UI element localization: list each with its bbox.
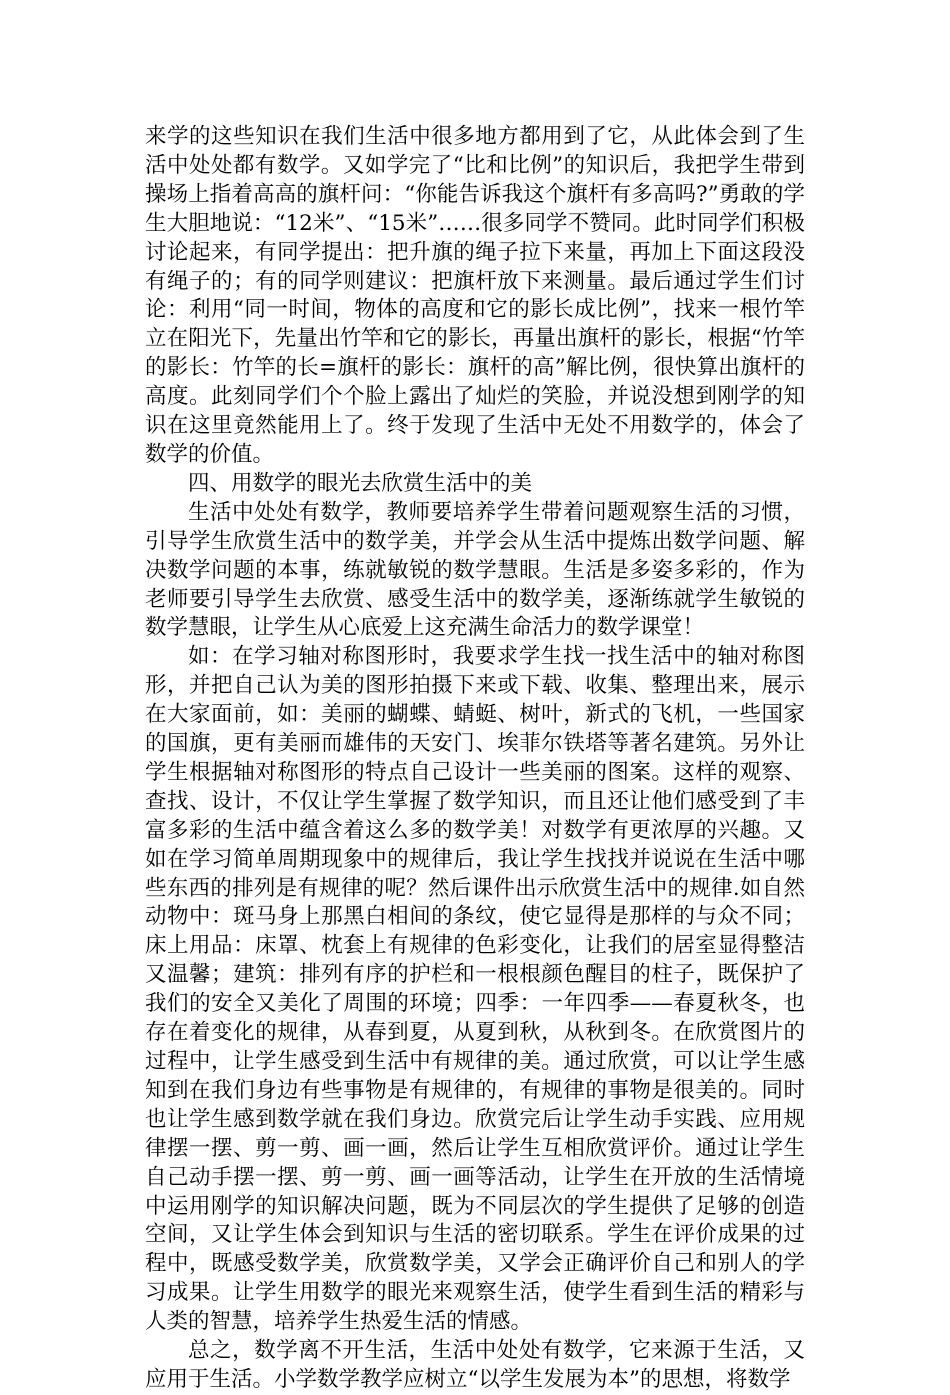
body-paragraph-summary: 总之，数学离不开生活，生活中处处有数学，它来源于生活，又应用于生活。小学数学教学应树立“以学生发展为本”的思想，将数学 [145, 1338, 805, 1392]
document-page [145, 123, 805, 1395]
body-paragraph-continuation: 来学的这些知识在我们生活中很多地方都用到了它，从此体会到了生活中处处都有数学。又如学完了“比和比例”的知识后，我把学生带到操场上指着高高的旗杆问：“你能告诉我这个旗杆有多高吗?”勇敢的学生大胆地说：“12米”、“15米”……很多同学不赞同。此时同学们积极讨论起来，有同学提出：把升旗的绳子拉下来量，再加上下面这段没有绳子的；有的同学则建议：把旗杆放下来测量。最后通过学生们讨论：利用“同一时间，物体的高度和它的影长成比例”，找来一根竹竿立在阳光下，先量出竹竿和它的影长，再量出旗杆的影长，根据“竹竿的影长：竹竿的长=旗杆的影长：旗杆的高”解比例，很快算出旗杆的高度。此刻同学们个个脸上露出了灿烂的笑脸，并说没想到刚学的知识在这里竟然能用上了。终于发现了生活中无处不用数学的，体会了数学的价值。 [145, 124, 805, 467]
body-paragraph: 如：在学习轴对称图形时，我要求学生找一找生活中的轴对称图形，并把自己认为美的图形拍摄下来或下载、收集、整理出来，展示在大家面前，如：美丽的蝴蝶、蜻蜓、树叶，新式的飞机，一些国家的国旗，更有美丽而雄伟的天安门、埃菲尔铁塔等著名建筑。另外让学生根据轴对称图形的特点自己设计一些美丽的图案。这样的观察、查找、设计，不仅让学生掌握了数学知识，而且还让他们感受到了丰富多彩的生活中蕴含着这么多的数学美！对数学有更浓厚的兴趣。又如在学习简单周期现象中的规律后，我让学生找找并说说在生活中哪些东西的排列是有规律的呢？然后课件出示欣赏生活中的规律.如自然动物中：斑马身上那黑白相间的条纹，使它显得是那样的与众不同；床上用品：床罩、枕套上有规律的色彩变化，让我们的居室显得整洁又温馨；建筑：排列有序的护栏和一根根颜色醒目的柱子，既保护了我们的安全又美化了周围的环境；四季：一年四季——春夏秋冬，也存在着变化的规律，从春到夏，从夏到秋，从秋到冬。在欣赏图片的过程中，让学生感受到生活中有规律的美。通过欣赏，可以让学生感知到在我们身边有些事物是有规律的，有规律的事物是很美的。同时也让学生感到数学就在我们身边。欣赏完后让学生动手实践、应用规律摆一摆、剪一剪、画一画，然后让学生互相欣赏评价。通过让学生自己动手摆一摆、剪一剪、画一画等活动，让学生在开放的生活情境中运用刚学的知识解决问题，既为不同层次的学生提供了足够的创造空间，又让学生体会到知识与生活的密切联系。学生在评价成果的过程中，既感受数学美，欣赏数学美，又学会正确评价自己和别人的学习成果。让学生用数学的眼光来观察生活，使学生看到生活的精彩与人类的智慧，培养学生热爱生活的情感。 [145, 644, 805, 1335]
section-heading-four: 四、用数学的眼光去欣赏生活中的美 [188, 470, 533, 496]
body-paragraph: 生活中处处有数学，教师要培养学生带着问题观察生活的习惯，引导学生欣赏生活中的数学美，并学会从生活中提炼出数学问题、解决数学问题的本事，练就敏锐的数学慧眼。生活是多姿多彩的，作为老师要引导学生去欣赏、感受生活中的数学美，逐渐练就学生敏锐的数学慧眼，让学生从心底爱上这充满生命活力的数学课堂！ [145, 499, 805, 641]
